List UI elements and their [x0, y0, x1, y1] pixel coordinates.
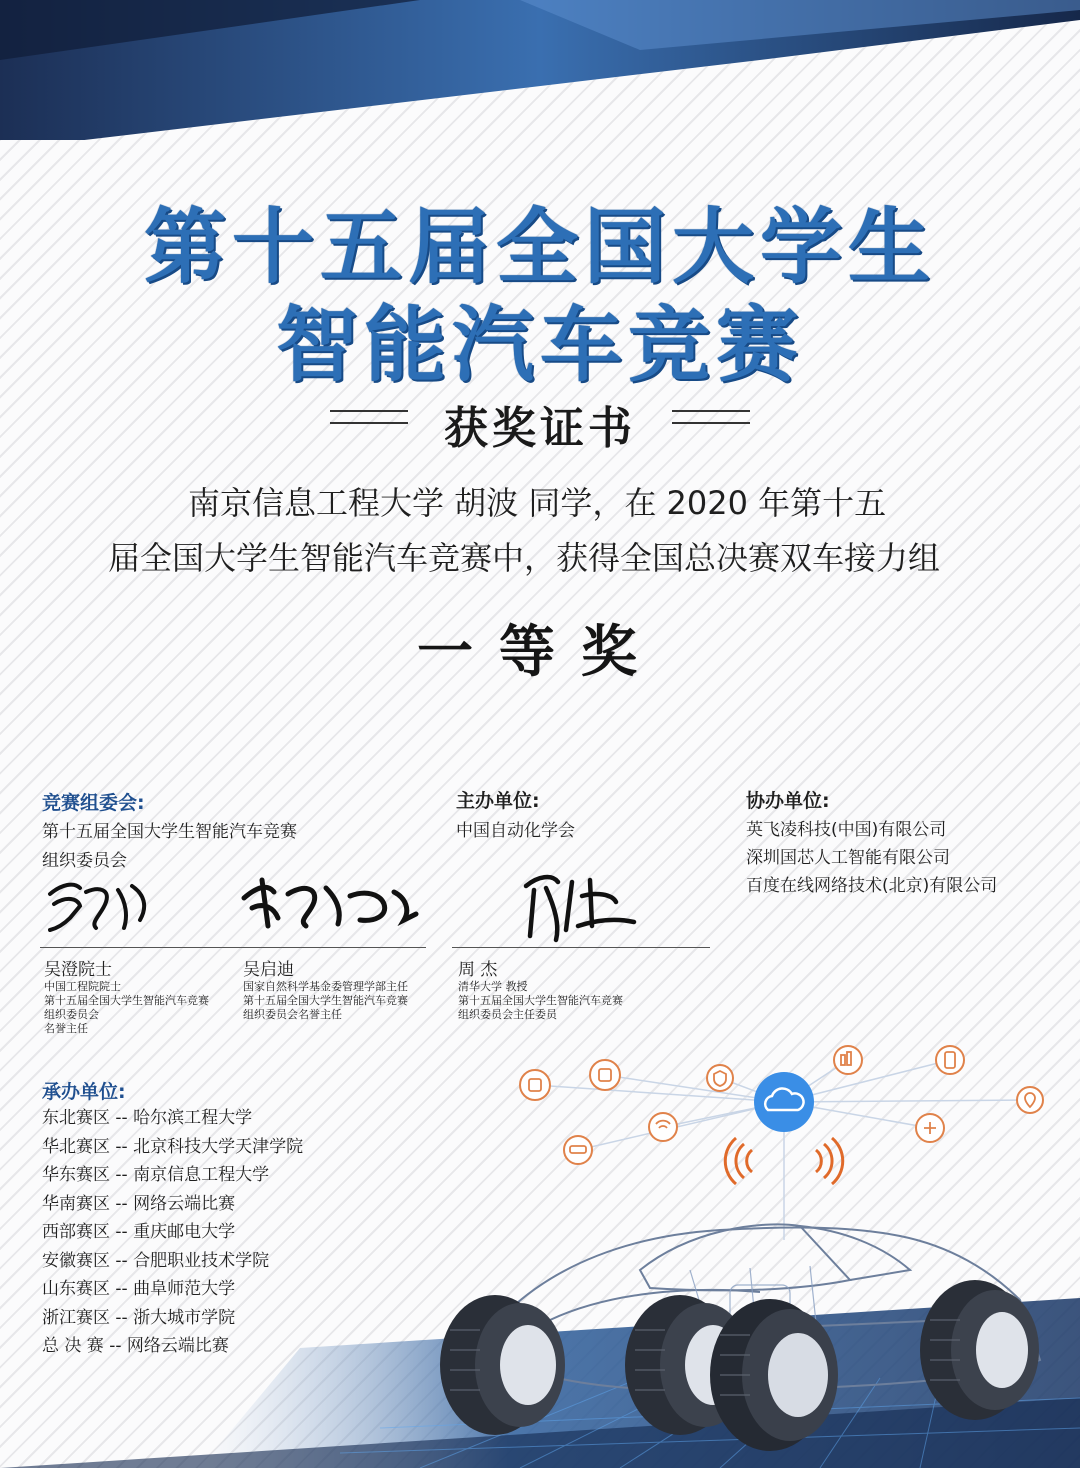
host-item: 山东赛区 -- 曲阜师范大学 [42, 1279, 236, 1299]
heading-rule-right [672, 410, 750, 424]
signatory-title: 组织委员会 [44, 1008, 99, 1021]
committee-label: 竞赛组委会: [42, 792, 145, 814]
host-item: 华东赛区 -- 南京信息工程大学 [42, 1165, 270, 1185]
bus-icon [520, 1070, 550, 1100]
organizer-name: 中国自动化学会 [456, 821, 575, 841]
chart-icon [834, 1046, 862, 1074]
certificate-heading: 获奖证书 [444, 403, 636, 454]
phone-icon [936, 1046, 964, 1074]
host-item: 华北赛区 -- 北京科技大学天津学院 [42, 1136, 304, 1157]
wifi-icon [649, 1113, 677, 1141]
competition-title-line2: 智能汽车竞赛 [275, 298, 804, 393]
signature-2 [234, 868, 424, 934]
host-item: 总 决 赛 -- 网络云端比赛 [42, 1336, 229, 1356]
co-organizer-item: 百度在线网络技术(北京)有限公司 [746, 876, 998, 896]
location-pin-icon [1017, 1087, 1043, 1113]
cloud-icon [754, 1072, 814, 1132]
car-wheels [440, 1280, 1039, 1451]
signatory-title: 组织委员会名誉主任 [243, 1008, 342, 1021]
signatory-name: 周 杰 [458, 960, 498, 980]
signature-1 [40, 872, 160, 936]
signatory-name: 吴启迪 [243, 960, 294, 980]
award-statement-line1: 南京信息工程大学 胡波 同学，在 2020 年第十五 [188, 484, 887, 522]
signatory-title: 第十五届全国大学生智能汽车竞赛 [243, 994, 408, 1007]
committee-org-line1: 第十五届全国大学生智能汽车竞赛 [42, 822, 297, 842]
co-organizer-label: 协办单位: [746, 790, 830, 812]
signatory-title: 名誉主任 [44, 1022, 88, 1035]
shield-icon [707, 1065, 733, 1091]
signature-line-right [452, 947, 710, 948]
host-item: 安徽赛区 -- 合肥职业技术学院 [42, 1250, 270, 1271]
host-item: 华南赛区 -- 网络云端比赛 [42, 1193, 236, 1214]
award-level: 一等奖 [417, 619, 663, 685]
signatory-title: 组织委员会主任委员 [458, 1008, 557, 1021]
signatory-name: 吴澄院士 [44, 960, 112, 980]
host-item: 东北赛区 -- 哈尔滨工程大学 [42, 1108, 253, 1128]
hosts-label: 承办单位: [42, 1081, 126, 1103]
tablet-icon [590, 1060, 620, 1090]
smart-car-illustration [430, 1030, 1080, 1468]
co-organizer-item: 英飞凌科技(中国)有限公司 [746, 820, 947, 840]
award-statement-line2: 届全国大学生智能汽车竞赛中，获得全国总决赛双车接力组 [108, 539, 941, 577]
top-decorative-band [0, 0, 1080, 140]
committee-org-line2: 组织委员会 [42, 851, 127, 871]
signature-line-left [40, 947, 426, 948]
co-organizer-item: 深圳国芯人工智能有限公司 [746, 848, 950, 868]
signature-3 [516, 866, 646, 946]
signatory-title: 中国工程院院士 [44, 980, 121, 993]
signatory-title: 第十五届全国大学生智能汽车竞赛 [44, 994, 209, 1007]
signatory-title: 清华大学 教授 [458, 980, 528, 993]
host-item: 西部赛区 -- 重庆邮电大学 [42, 1222, 236, 1242]
signatory-title: 国家自然科学基金委管理学部主任 [243, 980, 408, 993]
signatory-title: 第十五届全国大学生智能汽车竞赛 [458, 994, 623, 1007]
organizer-label: 主办单位: [456, 790, 540, 812]
car-icon [564, 1136, 592, 1164]
host-item: 浙江赛区 -- 浙大城市学院 [42, 1307, 236, 1328]
competition-title-line1: 第十五届全国大学生 [143, 200, 936, 295]
